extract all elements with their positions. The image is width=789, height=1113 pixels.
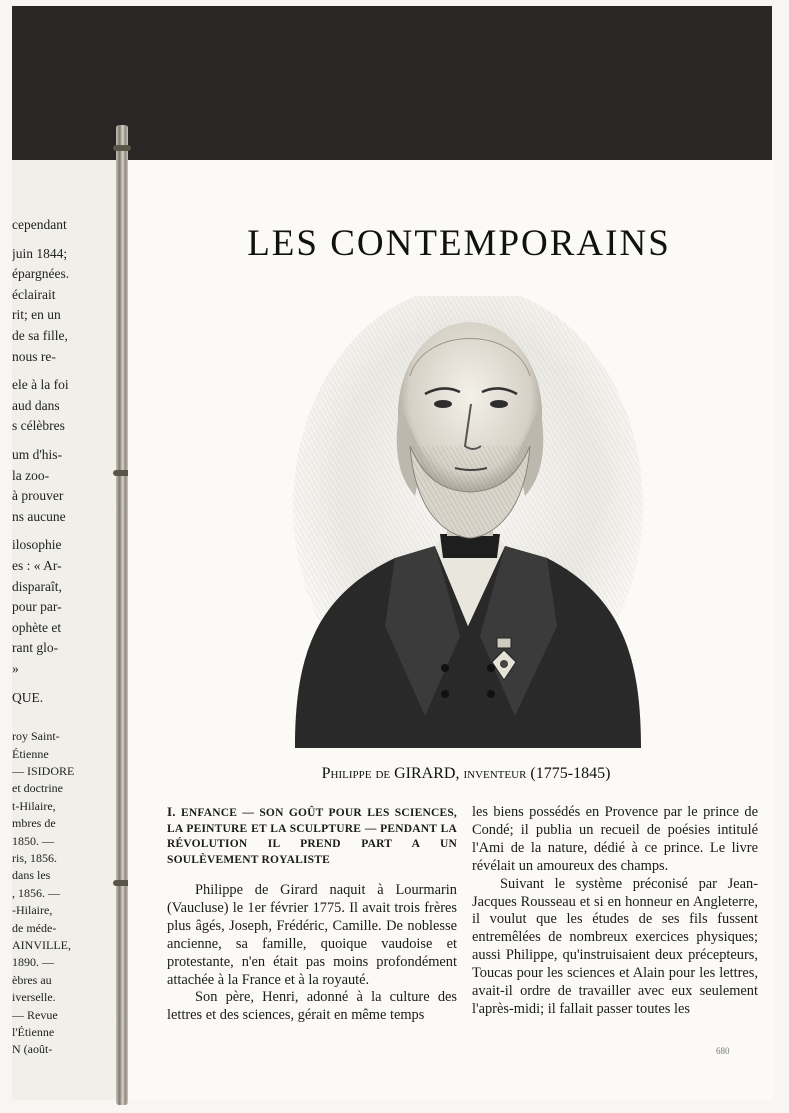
left-page-note: t-Hilaire,: [12, 798, 56, 813]
left-page-line: la zoo-: [12, 467, 50, 483]
left-page-note: èbres au: [12, 972, 52, 987]
left-page-note: de méde-: [12, 920, 57, 935]
caption-first-name: Philippe de: [321, 765, 391, 782]
left-page-note: , 1856. —: [12, 885, 60, 900]
left-page-note: -Hilaire,: [12, 903, 53, 918]
left-page-line: um d'his-: [12, 447, 63, 462]
paragraph: Son père, Henri, adonné à la culture des lettres et des sciences, gérait en même temps: [167, 989, 457, 1024]
caption-role: inventeur: [463, 765, 527, 782]
left-page-line: s célèbres: [12, 418, 65, 434]
left-page-line: de sa fille,: [12, 328, 68, 343]
paragraph: Suivant le système préconisé par Jean-Jacques Rousseau et si en honneur en Angleterre, il voulut que les études de ses fils fussent entremêlées de nombreux exercices physiques; aussi Philippe, qu'instruisaient deux précepteurs, Toucas pour les sciences et Alain pour les lettres, avait-il ordre de travailler avec eux seulement l'après-midi; il fallait passer toutes les: [472, 875, 758, 1017]
left-page-line: nous re-: [12, 348, 56, 364]
left-page-note: 1890. —: [12, 955, 54, 970]
paragraph: les biens possédés en Provence par le prince de Condé; il publia un recueil de poésies intitulé l'Ami de la nature, dédié à ce prince. Le livre révélait un amoureux des champs.: [472, 804, 758, 874]
left-page-note: dans les: [12, 868, 51, 883]
left-page-line: éclairait: [12, 286, 56, 302]
portrait-caption: [296, 765, 636, 783]
left-page-note: mbres de: [12, 816, 56, 831]
portrait-engraving: [285, 296, 651, 748]
binding-stitch: [113, 145, 131, 151]
left-page-note: et doctrine: [12, 781, 63, 796]
left-page-line: cependant: [12, 217, 67, 232]
left-page-line: disparaît,: [12, 578, 62, 594]
left-page-line: rant glo-: [12, 640, 59, 656]
left-page-line: QUE.: [12, 689, 44, 705]
left-page-note: ris, 1856.: [12, 851, 57, 865]
left-page-note: 1850. —: [12, 833, 54, 848]
left-page-line: rit; en un: [12, 307, 61, 323]
left-page-fragment: [12, 160, 120, 1100]
left-page-note: Étienne: [12, 746, 49, 761]
left-page-note: l'Étienne: [12, 1025, 55, 1039]
left-page-line: ns aucune: [12, 508, 66, 524]
left-page-line: pour par-: [12, 599, 62, 615]
left-page-line: »: [12, 661, 19, 676]
article-column-right: [472, 804, 758, 1019]
caption-dates: (1775-1845): [530, 765, 611, 782]
section-heading: [167, 804, 457, 868]
left-page-note: — ISIDORE: [12, 764, 75, 778]
left-page-note: — Revue: [12, 1007, 58, 1022]
paragraph: Philippe de Girard naquit à Lourmarin (Vaucluse) le 1er février 1775. Il avait trois frères plus âgés, Joseph, Frédéric, Camille. De noblesse ancienne, sa famille, quoique vaudoise et protestante, n'en était pas moins profondément attachée à la France et à la royauté.: [167, 882, 457, 988]
page-folio: 680: [716, 1046, 730, 1056]
section-number: I.: [167, 804, 176, 819]
section-heading-text: ENFANCE — SON GOÛT POUR LES SCIENCES, LA PEINTURE ET LA SCULPTURE — PENDANT LA RÉVOLUTION IL PREND PART A UN SOULÈVEMENT ROYALISTE: [167, 807, 457, 866]
left-page-note: roy Saint-: [12, 729, 60, 744]
left-page-note: iverselle.: [12, 990, 56, 1005]
left-page-line: aud dans: [12, 397, 60, 413]
book-binding: [116, 125, 128, 1105]
journal-title: LES CONTEMPORAINS: [247, 223, 671, 264]
left-page-line: épargnées.: [12, 266, 70, 282]
left-page-line: à prouver: [12, 488, 64, 504]
left-page-line: ele à la foi: [12, 377, 69, 393]
left-page-line: juin 1844;: [12, 245, 68, 261]
left-page-line: es : « Ar-: [12, 558, 62, 573]
article-column-left: [167, 804, 457, 1025]
left-page-note: N (août-: [12, 1042, 53, 1057]
left-page-line: ilosophie: [12, 537, 62, 553]
caption-last-name: GIRARD,: [394, 765, 460, 782]
left-page-note: AINVILLE,: [12, 938, 71, 952]
left-page-line: ophète et: [12, 619, 62, 635]
